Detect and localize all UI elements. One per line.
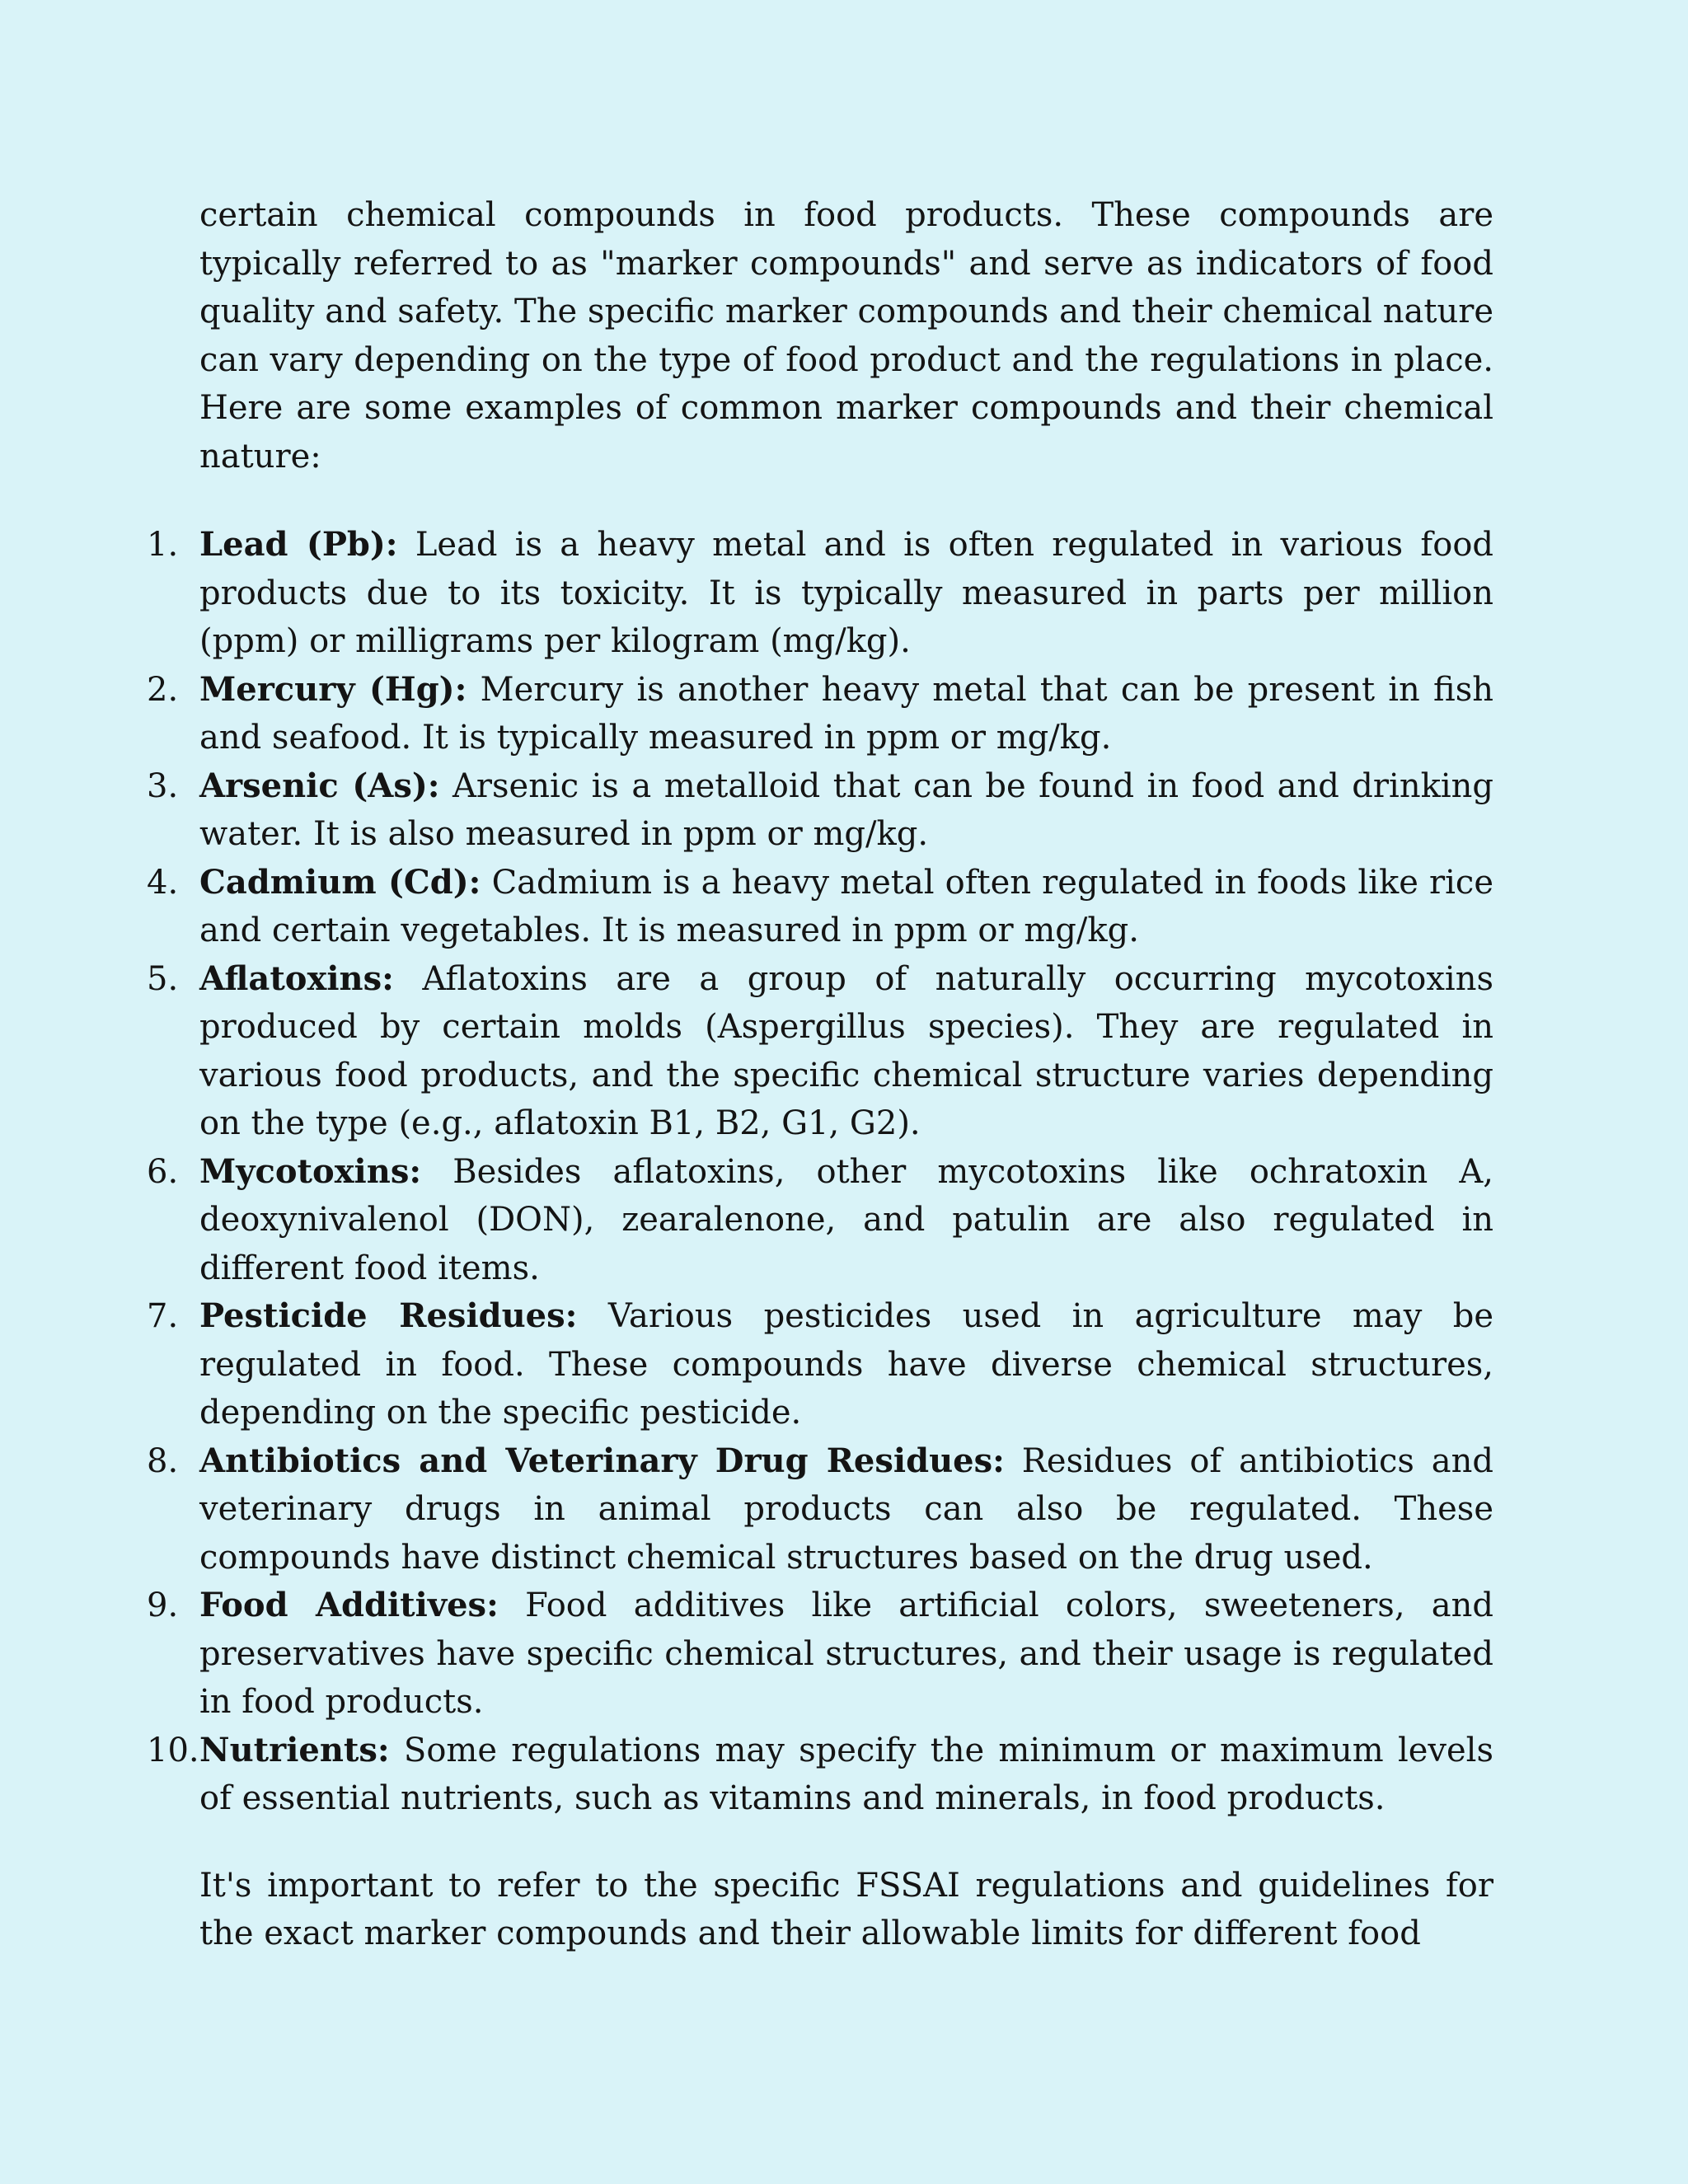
list-text: Lead is a heavy metal and is often regulated in various food products due to its toxicity. It is typically measured in parts per million (ppm) or milligrams per kilogram (mg/kg). (199, 526, 1494, 660)
list-text: Arsenic is a metalloid that can be found in food and drinking water. It is also measured in ppm or mg/kg. (199, 766, 1493, 853)
list-item (147, 859, 1493, 955)
list-term: Aflatoxins: (199, 958, 394, 998)
list-term: Pesticide Residues: (199, 1296, 578, 1335)
list-item (147, 1292, 1493, 1437)
list-term: Mycotoxins: (199, 1151, 422, 1191)
list-term: Food Additives: (199, 1586, 499, 1624)
list-number: 7. (147, 1297, 179, 1335)
closing-paragraph: It's important to refer to the specific FSSAI regulations and guidelines for the exact marker compounds and their allowable limits for different food (199, 1866, 1493, 1952)
list-text: Various pesticides used in agriculture may be regulated in food. These compounds have diverse chemical structures, depending on the specific pesticide. (199, 1297, 1493, 1432)
list-term: Cadmium (Cd): (199, 862, 481, 902)
list-term: Antibiotics and Veterinary Drug Residues: (199, 1441, 1005, 1480)
list-term: Lead (Pb): (199, 525, 398, 564)
list-text: Residues of antibiotics and veterinary drugs in animal products can also be regulated. These compounds have distinct chemical structures based on the drug used. (199, 1441, 1493, 1577)
list-text: Some regulations may specify the minimum or maximum levels of essential nutrients, such as vitamins and minerals, in food products. (199, 1731, 1493, 1817)
intro-paragraph: certain chemical compounds in food products. These compounds are typically referred to as "marker compounds" and serve as indicators of food quality and safety. The specific marker compounds and their chemical nature can vary depending on the type of food product and the regulations in place. Here are some examples of common marker compounds and their chemical nature: (199, 196, 1493, 476)
list-number: 6. (147, 1152, 179, 1191)
list-item (147, 762, 1493, 859)
list-term: Arsenic (As): (199, 766, 440, 805)
marker-compound-list (147, 521, 1494, 1823)
list-text: Aflatoxins are a group of naturally occurring mycotoxins produced by certain molds (Aspergillus species). They are regulated in various food products, and the specific chemical structure varies depending on the type (e.g., aflatoxin B1, B2, G1, G2). (199, 959, 1493, 1142)
list-text: Besides aflatoxins, other mycotoxins like ochratoxin A, deoxynivalenol (DON), zearalenone, and patulin are also regulated in different food items. (199, 1152, 1494, 1287)
list-text: Cadmium is a heavy metal often regulated in foods like rice and certain vegetables. It is measured in ppm or mg/kg. (199, 863, 1493, 949)
list-number: 9. (147, 1586, 179, 1624)
list-number: 8. (147, 1441, 179, 1480)
list-item (147, 955, 1493, 1148)
list-item (147, 1582, 1494, 1727)
list-number: 5. (147, 959, 179, 998)
list-number: 1. (147, 526, 179, 564)
list-item (147, 1727, 1493, 1823)
list-term: Mercury (Hg): (199, 669, 467, 709)
list-number: 4. (147, 863, 179, 902)
list-text: Mercury is another heavy metal that can be present in fish and seafood. It is typically measured in ppm or mg/kg. (199, 670, 1494, 757)
list-term: Nutrients: (199, 1730, 390, 1769)
list-number: 3. (147, 766, 179, 805)
list-number: 2. (147, 670, 179, 709)
list-text: Food additives like artificial colors, sweeteners, and preservatives have specific chemical structures, and their usage is regulated in food products. (199, 1586, 1494, 1721)
document-page (147, 191, 1494, 1958)
list-number: 10. (147, 1731, 199, 1769)
list-item (147, 666, 1494, 762)
list-item (147, 1148, 1494, 1293)
list-item (147, 521, 1494, 666)
list-item (147, 1437, 1493, 1582)
